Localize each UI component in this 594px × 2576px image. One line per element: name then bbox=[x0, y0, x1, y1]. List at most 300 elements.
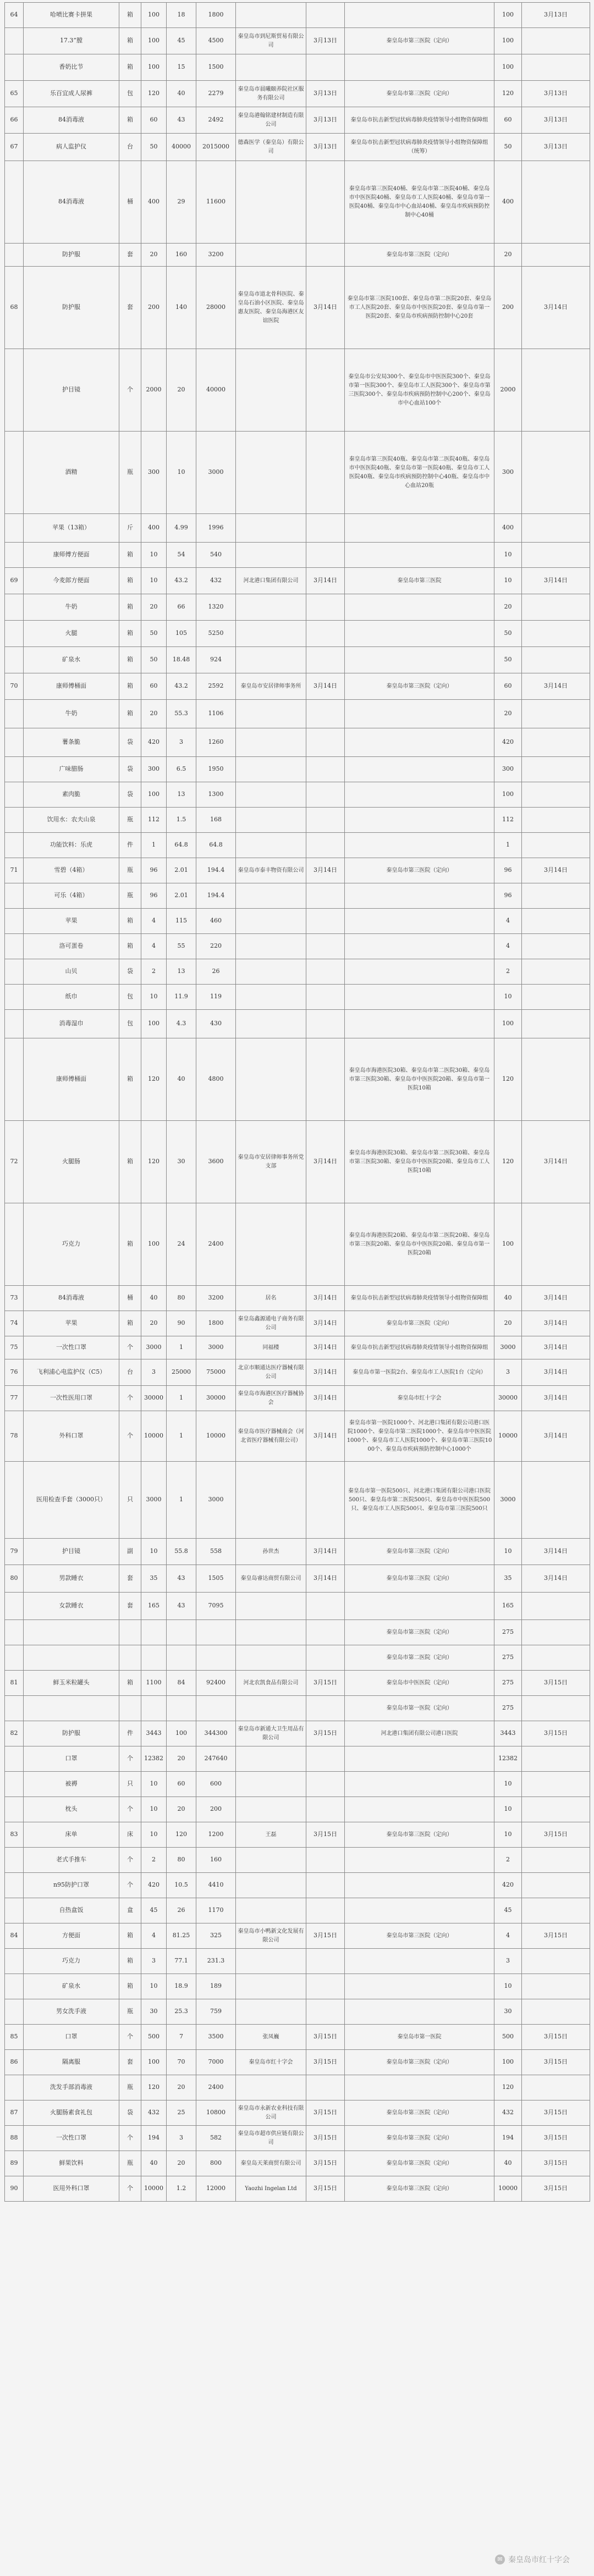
table-cell: 120 bbox=[141, 1121, 167, 1203]
table-cell: 300 bbox=[494, 757, 522, 782]
table-cell bbox=[522, 959, 590, 985]
table-cell: 苹果 bbox=[24, 1311, 119, 1336]
table-cell: 3000 bbox=[494, 1336, 522, 1359]
table-cell: 30000 bbox=[196, 1386, 236, 1411]
table-cell: 箱 bbox=[119, 1949, 141, 1974]
table-cell: 个 bbox=[119, 1873, 141, 1898]
table-cell: 74 bbox=[5, 1311, 24, 1336]
table-cell: 3月15日 bbox=[306, 2126, 345, 2151]
table-cell: 20 bbox=[167, 349, 196, 432]
table-cell bbox=[522, 782, 590, 808]
table-row bbox=[5, 267, 590, 349]
table-cell: 100 bbox=[494, 28, 522, 54]
table-cell: 飞利浦心电监护仪（C5） bbox=[24, 1359, 119, 1386]
table-cell: 3月13日 bbox=[306, 28, 345, 54]
table-cell: 秦皇岛市公安局300个、秦皇岛市中医医院300个、秦皇岛市第一医院300个、秦皇岛市工人医院300个、秦皇岛市第三医院300个、秦皇岛市疾病预防控制中心200个、秦皇岛市中心血站100个 bbox=[345, 349, 494, 432]
table-cell: 一次性口罩 bbox=[24, 2126, 119, 2151]
table-cell: 2 bbox=[141, 1848, 167, 1873]
table-cell: 3月14日 bbox=[522, 1311, 590, 1336]
table-cell: 秦皇岛市抗击新型冠状病毒肺炎疫情领导小组物资保障组（统筹） bbox=[345, 134, 494, 161]
table-row bbox=[5, 959, 590, 985]
table-row bbox=[5, 432, 590, 514]
table-cell: 300 bbox=[141, 432, 167, 514]
table-cell bbox=[522, 1974, 590, 1999]
table-cell bbox=[306, 728, 345, 757]
table-cell: 4 bbox=[494, 909, 522, 934]
table-cell: 3月15日 bbox=[522, 1671, 590, 1696]
table-cell: 25 bbox=[167, 2100, 196, 2126]
table-cell bbox=[5, 1898, 24, 1923]
table-cell bbox=[306, 1620, 345, 1645]
table-cell: 40 bbox=[494, 2151, 522, 2176]
table-cell: 55.3 bbox=[167, 700, 196, 728]
table-row bbox=[5, 673, 590, 700]
table-cell: 套 bbox=[119, 1565, 141, 1593]
table-cell: 秦皇岛市海港医院30箱、秦皇岛市第二医院30箱、秦皇岛市第三医院30箱、秦皇岛市中医医院20箱、秦皇岛市工人医院10箱 bbox=[345, 1121, 494, 1203]
table-cell: 54 bbox=[167, 543, 196, 568]
table-cell: 84消毒液 bbox=[24, 107, 119, 134]
table-cell: 1 bbox=[141, 833, 167, 858]
table-cell: 500 bbox=[494, 2025, 522, 2050]
table-cell bbox=[345, 1974, 494, 1999]
table-cell: 河北港口集团有限公司港口医院 bbox=[345, 1721, 494, 1746]
table-cell: 13 bbox=[167, 959, 196, 985]
table-cell: 84 bbox=[5, 1923, 24, 1949]
table-cell bbox=[167, 1645, 196, 1671]
table-cell: 432 bbox=[141, 2100, 167, 2126]
table-cell: 100 bbox=[494, 782, 522, 808]
table-cell bbox=[5, 1462, 24, 1539]
table-cell bbox=[522, 1797, 590, 1822]
table-cell: 432 bbox=[494, 2100, 522, 2126]
table-cell: 乐百宜成人尿裤 bbox=[24, 81, 119, 107]
table-row bbox=[5, 1620, 590, 1645]
table-cell: 苹果（13箱） bbox=[24, 514, 119, 543]
table-cell: 只 bbox=[119, 1462, 141, 1539]
table-cell bbox=[5, 1010, 24, 1038]
table-cell bbox=[306, 833, 345, 858]
table-cell bbox=[306, 883, 345, 909]
table-cell bbox=[236, 808, 306, 833]
table-cell: 1100 bbox=[141, 1671, 167, 1696]
table-cell: 件 bbox=[119, 833, 141, 858]
table-cell: 秦皇岛市第三医院100套、秦皇岛市第二医院20套、秦皇岛市工人医院20套、秦皇岛市中医医院20套、秦皇岛市第一医院20套、秦皇岛市疾病预防控制中心20套 bbox=[345, 267, 494, 349]
table-row bbox=[5, 1038, 590, 1121]
table-cell: 鲜果饮料 bbox=[24, 2151, 119, 2176]
table-cell bbox=[5, 1797, 24, 1822]
table-cell: 325 bbox=[196, 1923, 236, 1949]
table-cell bbox=[522, 700, 590, 728]
table-cell bbox=[236, 514, 306, 543]
table-cell bbox=[522, 432, 590, 514]
table-cell bbox=[522, 1593, 590, 1620]
table-cell: 75000 bbox=[196, 1359, 236, 1386]
table-cell: 3月14日 bbox=[306, 1286, 345, 1311]
table-cell bbox=[522, 883, 590, 909]
table-cell: 4 bbox=[494, 934, 522, 959]
table-cell: 2492 bbox=[196, 107, 236, 134]
table-cell: 包 bbox=[119, 1010, 141, 1038]
table-cell: 160 bbox=[196, 1848, 236, 1873]
table-cell: 苹果 bbox=[24, 909, 119, 934]
table-row bbox=[5, 1746, 590, 1772]
table-cell: 牛奶 bbox=[24, 700, 119, 728]
table-cell bbox=[236, 594, 306, 621]
table-cell: 10 bbox=[494, 1539, 522, 1565]
table-cell: 防护服 bbox=[24, 267, 119, 349]
table-cell: 20 bbox=[494, 594, 522, 621]
table-cell: 25000 bbox=[167, 1359, 196, 1386]
table-cell: 80 bbox=[167, 1286, 196, 1311]
table-row bbox=[5, 1286, 590, 1311]
table-cell: 3月15日 bbox=[306, 1721, 345, 1746]
table-cell: 10000 bbox=[494, 2176, 522, 2202]
table-cell: 50 bbox=[494, 134, 522, 161]
table-row bbox=[5, 2075, 590, 2100]
table-cell: 消毒湿巾 bbox=[24, 1010, 119, 1038]
table-cell: 112 bbox=[141, 808, 167, 833]
table-cell: 3月15日 bbox=[522, 1822, 590, 1848]
table-cell: 秦皇岛市医疗器械商会（河北省医疗器械有限公司） bbox=[236, 1411, 306, 1462]
table-cell bbox=[306, 934, 345, 959]
table-cell: 160 bbox=[167, 244, 196, 267]
table-cell: 120 bbox=[141, 2075, 167, 2100]
table-cell: 秦皇岛市第三医院（定向） bbox=[345, 2151, 494, 2176]
table-cell bbox=[5, 985, 24, 1010]
table-cell: 防护服 bbox=[24, 244, 119, 267]
table-cell: 纸巾 bbox=[24, 985, 119, 1010]
table-cell bbox=[5, 1203, 24, 1286]
table-cell: 100 bbox=[494, 2050, 522, 2075]
table-cell bbox=[306, 2075, 345, 2100]
table-cell: 枕头 bbox=[24, 1797, 119, 1822]
table-cell: 秦皇岛市第三医院（定向） bbox=[345, 1539, 494, 1565]
table-cell bbox=[236, 1999, 306, 2025]
table-cell: 76 bbox=[5, 1359, 24, 1386]
table-cell: 3月14日 bbox=[522, 1286, 590, 1311]
table-cell: 秦皇岛市第三医院（定向） bbox=[345, 1822, 494, 1848]
table-cell: 30000 bbox=[141, 1386, 167, 1411]
table-cell: 3月14日 bbox=[522, 858, 590, 883]
table-cell: 秦皇岛市海港医院30箱、秦皇岛市第二医院30箱、秦皇岛市第三医院30箱、秦皇岛市中医医院20箱、秦皇岛市第一医院10箱 bbox=[345, 1038, 494, 1121]
table-cell: 120 bbox=[494, 1038, 522, 1121]
table-cell bbox=[5, 808, 24, 833]
table-cell: 箱 bbox=[119, 1038, 141, 1121]
table-cell bbox=[306, 244, 345, 267]
table-cell: 119 bbox=[196, 985, 236, 1010]
table-row bbox=[5, 1539, 590, 1565]
table-cell: 10 bbox=[141, 568, 167, 594]
table-cell: 194 bbox=[494, 2126, 522, 2151]
table-cell: 台 bbox=[119, 134, 141, 161]
table-row bbox=[5, 909, 590, 934]
table-cell bbox=[119, 1620, 141, 1645]
table-cell bbox=[522, 2075, 590, 2100]
table-cell bbox=[141, 1620, 167, 1645]
table-cell: 100 bbox=[141, 2050, 167, 2075]
table-cell: 3月15日 bbox=[522, 2025, 590, 2050]
table-row bbox=[5, 858, 590, 883]
table-cell: 秦皇岛市超市供应链有限公司 bbox=[236, 2126, 306, 2151]
table-cell bbox=[236, 1898, 306, 1923]
table-cell: 个 bbox=[119, 349, 141, 432]
table-cell: 医用外科口罩 bbox=[24, 2176, 119, 2202]
table-cell: 4800 bbox=[196, 1038, 236, 1121]
table-cell: 秦皇岛市第三医院（定向） bbox=[345, 1565, 494, 1593]
table-cell: 包 bbox=[119, 81, 141, 107]
table-cell: 40 bbox=[167, 1038, 196, 1121]
table-cell bbox=[306, 594, 345, 621]
table-cell: 1505 bbox=[196, 1565, 236, 1593]
table-cell bbox=[5, 700, 24, 728]
table-cell bbox=[236, 1203, 306, 1286]
table-cell: 功能饮料：乐虎 bbox=[24, 833, 119, 858]
table-cell: 45 bbox=[167, 28, 196, 54]
table-cell bbox=[345, 909, 494, 934]
table-cell bbox=[522, 1898, 590, 1923]
table-cell: 231.3 bbox=[196, 1949, 236, 1974]
table-cell: 秦皇岛市永新农业科技有限公司 bbox=[236, 2100, 306, 2126]
table-cell bbox=[522, 1848, 590, 1873]
table-cell bbox=[5, 1038, 24, 1121]
table-row bbox=[5, 1696, 590, 1721]
table-cell: 3 bbox=[167, 728, 196, 757]
table-cell: 秦皇岛天莱商贸有限公司 bbox=[236, 2151, 306, 2176]
table-cell bbox=[345, 757, 494, 782]
table-cell: 168 bbox=[196, 808, 236, 833]
table-cell bbox=[236, 1645, 306, 1671]
table-cell bbox=[522, 244, 590, 267]
table-cell bbox=[522, 54, 590, 81]
table-row bbox=[5, 54, 590, 81]
table-cell bbox=[345, 1898, 494, 1923]
table-cell: 秦皇岛市第一医院500只、河北港口集团有限公司港口医院500只、秦皇岛市第二医院500只、秦皇岛市中医医院500只、秦皇岛市工人医院500只、秦皇岛市第三医院500只 bbox=[345, 1462, 494, 1539]
table-cell: 26 bbox=[196, 959, 236, 985]
table-cell: 包 bbox=[119, 985, 141, 1010]
table-cell: 10 bbox=[494, 543, 522, 568]
table-cell: 秦皇岛市第三医院 bbox=[345, 568, 494, 594]
table-cell: 13 bbox=[167, 782, 196, 808]
table-cell: 箱 bbox=[119, 647, 141, 673]
table-cell: 3月13日 bbox=[306, 134, 345, 161]
table-cell bbox=[5, 2075, 24, 2100]
table-cell bbox=[5, 621, 24, 647]
table-cell: 3 bbox=[167, 2126, 196, 2151]
table-cell: 袋 bbox=[119, 782, 141, 808]
table-cell: 10000 bbox=[494, 1411, 522, 1462]
table-cell: 秦皇岛市晨曦颐养院社区服务有限公司 bbox=[236, 81, 306, 107]
table-cell: 箱 bbox=[119, 621, 141, 647]
table-cell: 10000 bbox=[141, 1411, 167, 1462]
table-cell: 43 bbox=[167, 1593, 196, 1620]
table-cell: 3月15日 bbox=[306, 1671, 345, 1696]
table-row bbox=[5, 2126, 590, 2151]
table-cell bbox=[236, 1873, 306, 1898]
table-cell: 秦皇岛市抗击新型冠状病毒肺炎疫情领导小组物资保障组 bbox=[345, 1286, 494, 1311]
table-cell: 秦皇岛市第三医院40瓶、秦皇岛市第二医院40瓶、秦皇岛市中医医院40瓶、秦皇岛市第一医院40瓶、秦皇岛市工人医院40瓶、秦皇岛市疾病预防控制中心40瓶、秦皇岛市中心血站20瓶 bbox=[345, 432, 494, 514]
table-cell: 1 bbox=[167, 1386, 196, 1411]
table-cell: 10 bbox=[141, 1974, 167, 1999]
table-row bbox=[5, 1949, 590, 1974]
table-cell: 194.4 bbox=[196, 858, 236, 883]
table-cell bbox=[306, 1645, 345, 1671]
table-cell bbox=[5, 543, 24, 568]
table-row bbox=[5, 2176, 590, 2202]
table-cell: n95防护口罩 bbox=[24, 1873, 119, 1898]
table-cell bbox=[522, 1038, 590, 1121]
table-cell: 箱 bbox=[119, 1203, 141, 1286]
table-cell: 759 bbox=[196, 1999, 236, 2025]
table-cell bbox=[306, 1999, 345, 2025]
table-cell: 北京市顺通达医疗器械有限公司 bbox=[236, 1359, 306, 1386]
table-row bbox=[5, 808, 590, 833]
table-cell: 3月15日 bbox=[522, 1721, 590, 1746]
table-cell: 50 bbox=[141, 621, 167, 647]
table-cell: 瓶 bbox=[119, 1999, 141, 2025]
table-cell bbox=[236, 647, 306, 673]
table-cell bbox=[236, 1620, 306, 1645]
table-cell: 77.1 bbox=[167, 1949, 196, 1974]
table-cell bbox=[345, 3, 494, 28]
table-cell: 20 bbox=[141, 594, 167, 621]
table-cell: 秦皇岛市第一医院1000个、河北港口集团有限公司港口医院1000个、秦皇岛市第二医院1000个、秦皇岛市中医医院1000个、秦皇岛市工人医院1000个、秦皇岛市第三医院1000个、秦皇岛市疾病预防控制中心1000个 bbox=[345, 1411, 494, 1462]
table-cell bbox=[236, 1593, 306, 1620]
table-cell: 居名 bbox=[236, 1286, 306, 1311]
table-cell: 65 bbox=[5, 81, 24, 107]
table-cell: 6.5 bbox=[167, 757, 196, 782]
table-cell: 秦皇岛市第三医院（定向） bbox=[345, 28, 494, 54]
table-cell: 67 bbox=[5, 134, 24, 161]
table-row bbox=[5, 514, 590, 543]
table-cell: 箱 bbox=[119, 594, 141, 621]
table-cell: 1.2 bbox=[167, 2176, 196, 2202]
table-cell bbox=[141, 1645, 167, 1671]
table-cell: 3000 bbox=[494, 1462, 522, 1539]
table-cell: 1320 bbox=[196, 594, 236, 621]
table-cell: 64.8 bbox=[167, 833, 196, 858]
table-cell: 3月14日 bbox=[522, 1336, 590, 1359]
table-cell: 77 bbox=[5, 1386, 24, 1411]
table-cell: 1200 bbox=[196, 1822, 236, 1848]
table-cell: 50 bbox=[494, 647, 522, 673]
table-row bbox=[5, 1359, 590, 1386]
table-cell: 1500 bbox=[196, 54, 236, 81]
table-cell: 3月13日 bbox=[522, 134, 590, 161]
table-cell: 3月14日 bbox=[306, 1386, 345, 1411]
table-cell: 3月14日 bbox=[522, 1121, 590, 1203]
table-cell bbox=[306, 1848, 345, 1873]
table-cell bbox=[236, 543, 306, 568]
table-cell: 护目镜 bbox=[24, 349, 119, 432]
table-row bbox=[5, 543, 590, 568]
table-cell: 火腿肠素食礼包 bbox=[24, 2100, 119, 2126]
table-cell: 3000 bbox=[196, 1462, 236, 1539]
table-cell: 20 bbox=[167, 1746, 196, 1772]
table-cell: 43.2 bbox=[167, 568, 196, 594]
table-cell: 3月15日 bbox=[306, 1822, 345, 1848]
table-cell: 秦皇岛市红十字会 bbox=[345, 1386, 494, 1411]
table-cell: 11600 bbox=[196, 161, 236, 244]
table-cell: 84消毒液 bbox=[24, 1286, 119, 1311]
table-cell: 德森医学（秦皇岛）有限公司 bbox=[236, 134, 306, 161]
table-cell: 台 bbox=[119, 1359, 141, 1386]
table-cell: 套 bbox=[119, 244, 141, 267]
table-cell bbox=[5, 934, 24, 959]
table-cell: 2400 bbox=[196, 2075, 236, 2100]
table-cell: 88 bbox=[5, 2126, 24, 2151]
table-cell bbox=[119, 1696, 141, 1721]
table-cell: 3000 bbox=[141, 1462, 167, 1539]
table-cell: 3 bbox=[141, 1949, 167, 1974]
table-cell: 张凤巍 bbox=[236, 2025, 306, 2050]
table-cell: 100 bbox=[141, 1203, 167, 1286]
table-cell: 69 bbox=[5, 568, 24, 594]
table-cell: 秦皇岛市第三医院（定向） bbox=[345, 673, 494, 700]
table-cell: 100 bbox=[494, 1010, 522, 1038]
table-cell: 84 bbox=[167, 1671, 196, 1696]
table-cell: 90 bbox=[167, 1311, 196, 1336]
table-cell bbox=[5, 244, 24, 267]
table-cell: 40 bbox=[141, 1286, 167, 1311]
table-cell: 3月14日 bbox=[306, 673, 345, 700]
table-cell bbox=[236, 161, 306, 244]
table-cell: 个 bbox=[119, 1386, 141, 1411]
donation-table bbox=[4, 2, 590, 2202]
table-cell bbox=[522, 1999, 590, 2025]
table-cell: 3月15日 bbox=[522, 2151, 590, 2176]
table-cell: 1170 bbox=[196, 1898, 236, 1923]
table-cell bbox=[236, 1746, 306, 1772]
table-cell: 3月14日 bbox=[306, 1411, 345, 1462]
table-cell: 165 bbox=[494, 1593, 522, 1620]
table-row bbox=[5, 1311, 590, 1336]
table-cell: 71 bbox=[5, 858, 24, 883]
table-cell: 套 bbox=[119, 267, 141, 349]
table-cell bbox=[306, 349, 345, 432]
table-cell: 30 bbox=[141, 1999, 167, 2025]
table-cell: 2015000 bbox=[196, 134, 236, 161]
table-cell: 300 bbox=[494, 432, 522, 514]
table-cell: 80 bbox=[5, 1565, 24, 1593]
table-row bbox=[5, 1010, 590, 1038]
table-cell: 3月14日 bbox=[522, 267, 590, 349]
table-row bbox=[5, 1898, 590, 1923]
table-cell bbox=[522, 594, 590, 621]
table-cell: 275 bbox=[494, 1645, 522, 1671]
table-cell: 1800 bbox=[196, 3, 236, 28]
table-cell: 素肉脆 bbox=[24, 782, 119, 808]
table-cell bbox=[306, 1746, 345, 1772]
table-cell: 箱 bbox=[119, 543, 141, 568]
table-cell bbox=[522, 647, 590, 673]
table-cell: 18.48 bbox=[167, 647, 196, 673]
table-cell: 袋 bbox=[119, 2100, 141, 2126]
table-cell: 35 bbox=[494, 1565, 522, 1593]
table-cell bbox=[236, 782, 306, 808]
table-cell: 43 bbox=[167, 1565, 196, 1593]
table-row bbox=[5, 1822, 590, 1848]
table-cell bbox=[236, 1010, 306, 1038]
table-cell bbox=[345, 621, 494, 647]
table-cell: 430 bbox=[196, 1010, 236, 1038]
table-row bbox=[5, 1462, 590, 1539]
table-cell: 10 bbox=[494, 1974, 522, 1999]
table-cell bbox=[522, 757, 590, 782]
table-cell: 7095 bbox=[196, 1593, 236, 1620]
table-cell: 400 bbox=[494, 161, 522, 244]
table-cell: 5250 bbox=[196, 621, 236, 647]
table-cell: 420 bbox=[494, 1873, 522, 1898]
